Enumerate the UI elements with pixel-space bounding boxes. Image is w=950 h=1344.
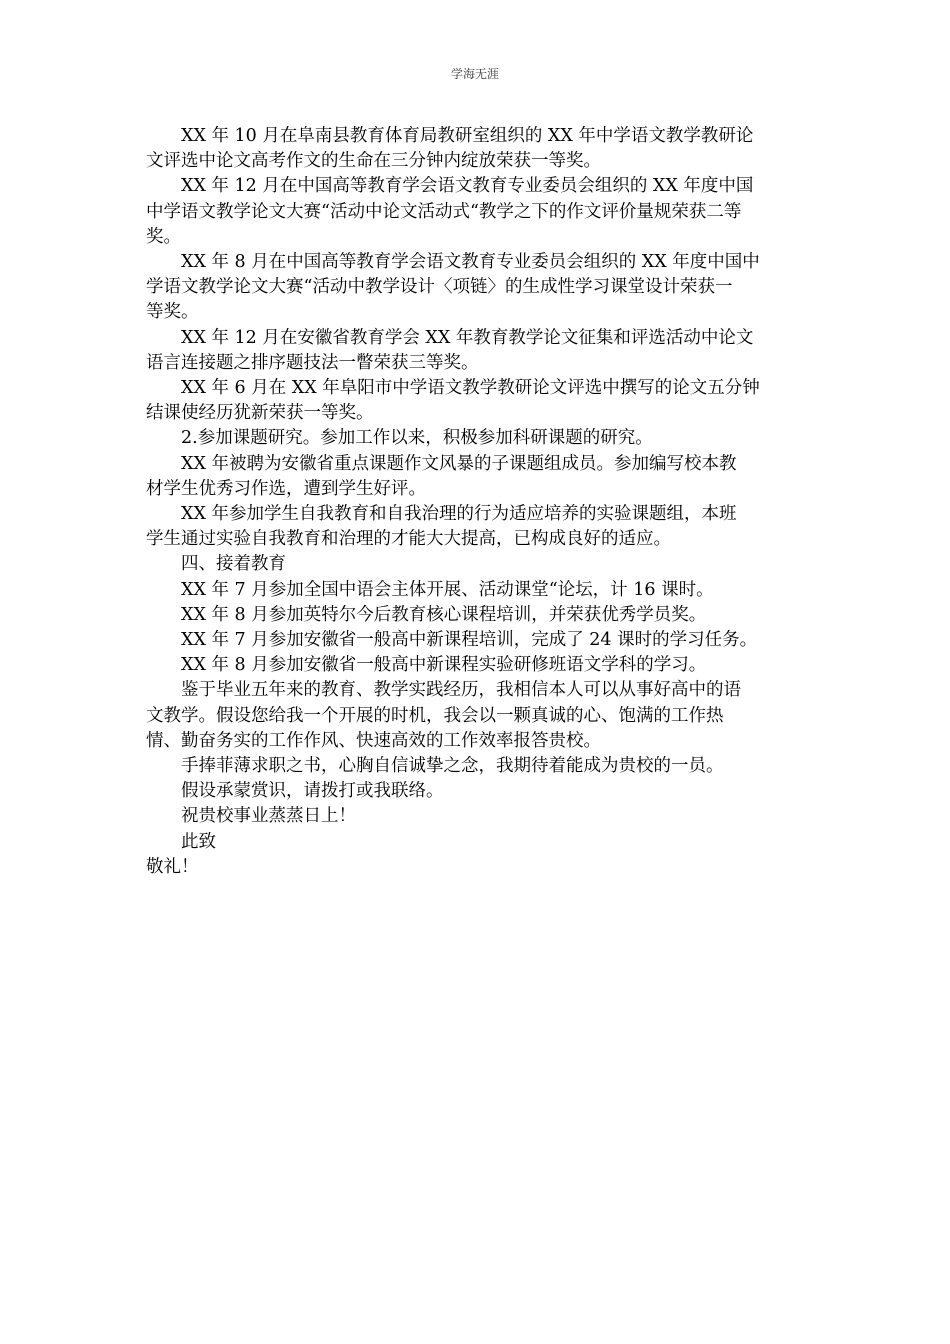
text-line: 祝贵校事业蒸蒸日上！ bbox=[181, 806, 356, 827]
text-line: 文教学。假设您给我一个开展的时机，我会以一颗真诚的心、饱满的工作热 bbox=[146, 705, 724, 726]
training-item-1 bbox=[146, 578, 810, 603]
text-line: XX 年 7 月参加安徽省一般高中新课程培训，完成了 24 课时的学习任务。 bbox=[181, 630, 758, 651]
contact-request bbox=[146, 779, 810, 804]
text-line: 文评选中论文高考作文的生命在三分钟内绽放荣获一等奖。 bbox=[146, 151, 601, 172]
text-line: 鉴于毕业五年来的教育、教学实践经历，我相信本人可以从事好高中的语 bbox=[181, 680, 741, 701]
text-line: XX 年 8 月在中国高等教育学会语文教育专业委员会组织的 XX 年度中国中 bbox=[181, 252, 760, 273]
salutation-jingli bbox=[146, 855, 810, 880]
research-paragraph-2 bbox=[146, 502, 810, 552]
text-line: XX 年参加学生自我教育和自我治理的行为适应培养的实验课题组，本班 bbox=[181, 504, 737, 525]
text-line: 学生通过实验自我教育和治理的才能大大提高，已构成良好的适应。 bbox=[146, 529, 671, 550]
text-line: XX 年被聘为安徽省重点课题作文风暴的子课题组成员。参加编写校本教 bbox=[181, 453, 737, 474]
award-paragraph-2 bbox=[146, 174, 810, 250]
research-heading bbox=[146, 426, 810, 451]
award-paragraph-3 bbox=[146, 250, 810, 326]
blessing bbox=[146, 804, 810, 829]
section-heading-continuing-education bbox=[146, 552, 810, 577]
text-line: 奖。 bbox=[146, 226, 181, 247]
text-line: XX 年 7 月参加全国中语会主体开展、活动课堂“论坛，计 16 课时。 bbox=[181, 579, 714, 600]
text-line: 语言连接题之排序题技法一瞥荣获三等奖。 bbox=[146, 352, 479, 373]
text-line: 学语文教学论文大赛“活动中教学设计〈项链〉的生成性学习课堂设计荣获一 bbox=[146, 277, 733, 298]
text-line: XX 年 12 月在中国高等教育学会语文教育专业委员会组织的 XX 年度中国 bbox=[181, 176, 754, 197]
text-line: 材学生优秀习作选，遭到学生好评。 bbox=[146, 478, 426, 499]
text-line: 敬礼！ bbox=[146, 856, 199, 877]
closing-paragraph bbox=[146, 678, 810, 754]
text-line: 假设承蒙赏识，请拨打或我联络。 bbox=[181, 781, 444, 802]
text-line: 四、接着教育 bbox=[181, 554, 286, 575]
training-item-4 bbox=[146, 653, 810, 678]
salutation-cizhi bbox=[146, 830, 810, 855]
text-line: XX 年 8 月参加英特尔今后教育核心课程培训，并荣获优秀学员奖。 bbox=[181, 604, 707, 625]
research-paragraph-1 bbox=[146, 452, 810, 502]
training-item-3 bbox=[146, 628, 810, 653]
text-line: 等奖。 bbox=[146, 302, 199, 323]
text-line: 此致 bbox=[181, 831, 216, 852]
text-line: 结课使经历犹新荣获一等奖。 bbox=[146, 403, 374, 424]
award-paragraph-5 bbox=[146, 376, 810, 426]
text-line: XX 年 12 月在安徽省教育学会 XX 年教育教学论文征集和评选活动中论文 bbox=[181, 327, 754, 348]
text-line: 手捧菲薄求职之书，心胸自信诚挚之念，我期待着能成为贵校的一员。 bbox=[181, 756, 724, 777]
text-line: 情、勤奋务实的工作作风、快速高效的工作效率报答贵校。 bbox=[146, 730, 601, 751]
text-line: 2.参加课题研究。参加工作以来，积极参加科研课题的研究。 bbox=[181, 428, 653, 449]
training-item-2 bbox=[146, 603, 810, 628]
closing-wish bbox=[146, 754, 810, 779]
text-line: XX 年 8 月参加安徽省一般高中新课程实验研修班语文学科的学习。 bbox=[181, 655, 707, 676]
award-paragraph-1 bbox=[146, 124, 810, 174]
award-paragraph-4 bbox=[146, 326, 810, 376]
document-body bbox=[146, 124, 810, 880]
text-line: XX 年 10 月在阜南县教育体育局教研室组织的 XX 年中学语文教学教研论 bbox=[181, 126, 754, 146]
text-line: XX 年 6 月在 XX 年阜阳市中学语文教学教研论文评选中撰写的论文五分钟 bbox=[181, 378, 760, 399]
page-header: 学海无涯 bbox=[450, 67, 499, 81]
text-line: 中学语文教学论文大赛“活动中论文活动式“教学之下的作文评价量规荣获二等 bbox=[146, 201, 742, 222]
